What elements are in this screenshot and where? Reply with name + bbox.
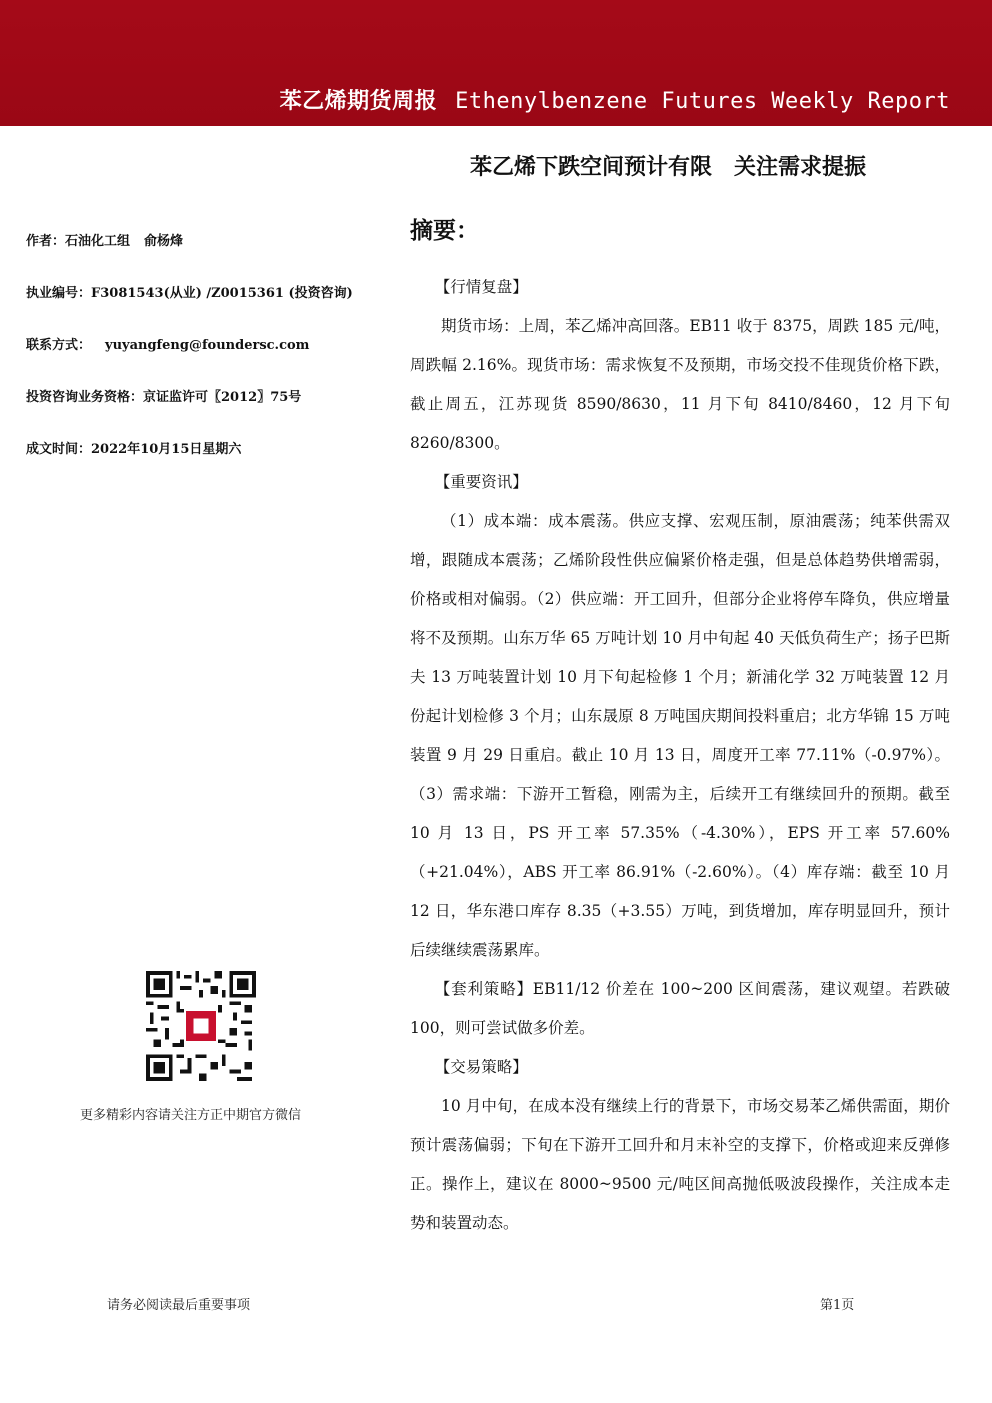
author-label: 作者： <box>26 234 66 249</box>
footer-notice: 请务必阅读最后重要事项 <box>107 1298 251 1313</box>
review-paragraph: 期货市场：上周，苯乙烯冲高回落。EB11 收于 8375，周跌 185 元/吨，周跌幅 2.16%。现货市场：需求恢复不及预期，市场交投不佳现货价格下跌，截止周五，江苏现货 8590/8630，11 月下旬 8410/8460，12 月下旬 8260/8300。 <box>410 317 950 452</box>
contact-label: 联系方式： <box>26 338 92 353</box>
author-row <box>26 233 386 250</box>
qualification-row <box>26 389 386 406</box>
qr-caption: 更多精彩内容请关注方正中期官方微信 <box>80 1108 302 1123</box>
qr-code-icon <box>146 971 256 1081</box>
section-heading-news: 【重要资讯】 <box>434 473 528 491</box>
abstract-body <box>410 268 950 1243</box>
qualification-value: 京证监许可〖2012〗75号 <box>143 390 302 405</box>
report-series-title-cn: 苯乙烯期货周报 <box>279 89 438 114</box>
page-number: 第1页 <box>820 1298 855 1313</box>
license-label: 执业编号： <box>26 286 92 301</box>
report-series-title <box>280 84 950 115</box>
header-banner <box>0 0 992 126</box>
license-value: F3081543(从业) /Z0015361 (投资咨询) <box>91 286 353 301</box>
abstract-heading: 摘要： <box>410 218 479 244</box>
qualification-label: 投资咨询业务资格： <box>26 390 144 405</box>
contact-row <box>26 337 386 354</box>
trade-paragraph: 10 月中旬，在成本没有继续上行的背景下，市场交易苯乙烯供需面，期价预计震荡偏弱；下旬在下游开工回升和月末补空的支撑下，价格或迎来反弹修正。操作上，建议在 8000~9500 元/吨区间高抛低吸波段操作，关注成本走势和装置动态。 <box>410 1097 950 1232</box>
arbitrage-paragraph <box>410 970 950 1048</box>
section-heading-review: 【行情复盘】 <box>434 278 528 296</box>
date-row <box>26 441 386 458</box>
report-series-title-en: Ethenylbenzene Futures Weekly Report <box>455 89 950 114</box>
report-meta <box>26 233 386 493</box>
arbitrage-text: EB11/12 价差在 100~200 区间震荡，建议观望。若跌破 100，则可尝试做多价差。 <box>410 980 950 1037</box>
author-group: 石油化工组 <box>65 234 131 249</box>
contact-email[interactable]: yuyangfeng@foundersc.com <box>105 338 310 353</box>
news-paragraph: （1）成本端：成本震荡。供应支撑、宏观压制，原油震荡；纯苯供需双增，跟随成本震荡；乙烯阶段性供应偏紧价格走强，但是总体趋势供增需弱，价格或相对偏弱。（2）供应端：开工回升，但部分企业将停车降负，供应增量将不及预期。山东万华 65 万吨计划 10 月中旬起 40 天低负荷生产；扬子巴斯夫 13 万吨装置计划 10 月下旬起检修 1 个月；新浦化学 32 万吨装置 12 月份起计划检修 3 个月；山东晟原 8 万吨国庆期间投料重启；北方华锦 15 万吨装置 9 月 29 日重启。截止 10 月 13 日，周度开工率 77.11%（-0.97%）。（3）需求端：下游开工暂稳，刚需为主，后续开工有继续回升的预期。截至 10 月 13 日，PS 开工率 57.35%（-4.30%），EPS 开工率 57.60%（+21.04%），ABS 开工率 86.91%（-2.60%）。（4）库存端：截至 10 月 12 日，华东港口库存 8.35（+3.55）万吨，到货增加，库存明显回升，预计后续继续震荡累库。 <box>410 512 950 959</box>
author-name: 俞杨烽 <box>144 234 184 249</box>
report-title: 苯乙烯下跌空间预计有限 关注需求提振 <box>470 155 867 180</box>
section-heading-trade: 【交易策略】 <box>434 1058 528 1076</box>
section-heading-arbitrage: 【套利策略】 <box>434 980 533 998</box>
date-value: 2022年10月15日星期六 <box>91 442 242 457</box>
license-row <box>26 285 386 302</box>
date-label: 成文时间： <box>26 442 92 457</box>
